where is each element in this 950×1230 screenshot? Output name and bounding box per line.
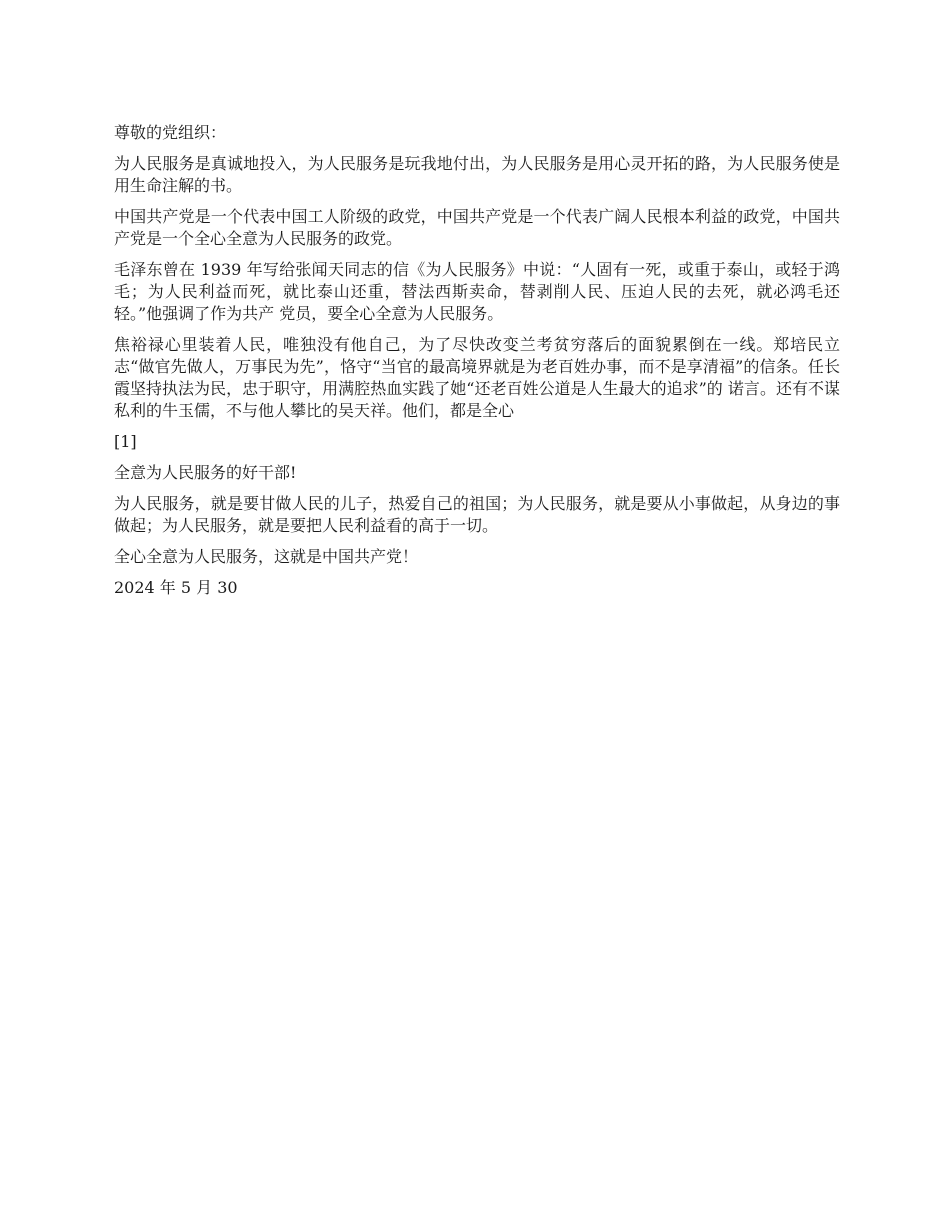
paragraph-service-definition: 为人民服务是真诚地投入，为人民服务是玩我地付出，为人民服务是用心灵开拓的路，为人民服务使是用生命注解的书。 [114,154,840,195]
footnote-marker: [1] [114,432,137,451]
paragraph-serve-people: 为人民服务，就是要甘做人民的儿子，热爱自己的祖国；为人民服务，就是要从小事做起，从身边的事做起；为人民服务，就是要把人民利益看的高于一切。 [114,494,840,535]
document-body [114,122,840,608]
paragraph-conclusion: 全心全意为人民服务，这就是中国共产党！ [114,547,419,566]
paragraph-mao-quote: 毛泽东曾在 1939 年写给张闻天同志的信《为人民服务》中说：“人固有一死，或重于泰山，或轻于鸿毛；为人民利益而死，就比泰山还重，替法西斯卖命，替剥削人民、压迫人民的去死，就必鸿毛还轻。”他强调了作为共产 党员，要全心全意为人民服务。 [114,260,840,323]
paragraph-role-models: 焦裕禄心里装着人民，唯独没有他自己，为了尽快改变兰考贫穷落后的面貌累倒在一线。郑培民立志“做官先做人，万事民为先”，恪守“当官的最高境界就是为老百姓办事，而不是享清福”的信条。任长霞坚持执法为民，忠于职守，用满腔热血实践了她“还老百姓公道是人生最大的追求”的 诺言。还有不谋私利的牛玉儒，不与他人攀比的吴天祥。他们，都是全心 [114,335,840,420]
paragraph-party-nature: 中国共产党是一个代表中国工人阶级的政党，中国共产党是一个代表广阔人民根本利益的政党，中国共产党是一个全心全意为人民服务的政党。 [114,207,840,248]
document-date: 2024 年 5 月 30 [114,578,238,597]
paragraph-good-cadres: 全意为人民服务的好干部! [114,463,297,482]
salutation: 尊敬的党组织： [114,123,227,142]
